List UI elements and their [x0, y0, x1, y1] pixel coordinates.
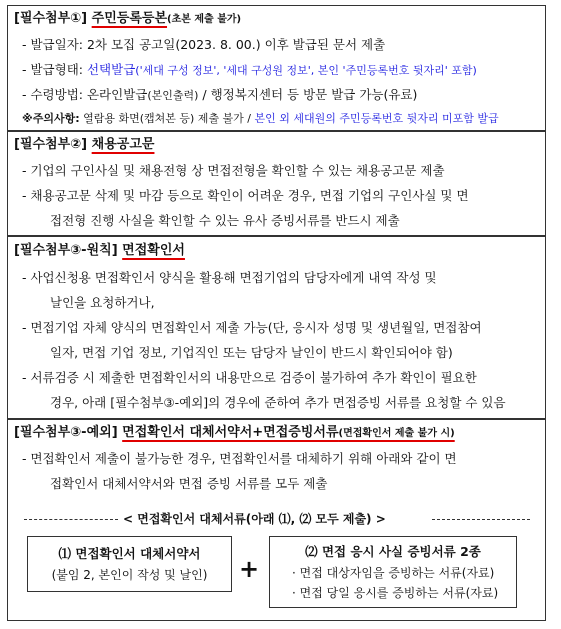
- evidence-docs-box: [269, 536, 517, 608]
- section-interview-confirmation: [7, 236, 546, 419]
- bullet-line-cont: 접확인서 대체서약서와 면접 증빙 서류를 모두 제출: [50, 476, 328, 491]
- evidence-item: · 면접 당일 응시를 증빙하는 서류(자료): [292, 586, 499, 600]
- substitute-docs-heading: < 면접확인서 대체서류(아래 ⑴, ⑵ 모두 제출) >: [123, 512, 386, 526]
- evidence-item: · 면접 대상자임을 증빙하는 서류(자료): [292, 566, 495, 580]
- bullet-line-cont: 접전형 진행 사실을 확인할 수 있는 유사 증빙서류를 반드시 제출: [50, 213, 400, 228]
- divider: [432, 519, 530, 521]
- section-resident-registration: [7, 5, 546, 131]
- substitute-pledge-box: [27, 536, 232, 592]
- bullet-line-cont: 날인을 요청하거나,: [50, 295, 155, 310]
- bullet-line: - 사업신청용 면접확인서 양식을 활용해 면접기업의 담당자에게 내역 작성 및: [22, 270, 437, 285]
- section-title: [14, 10, 241, 29]
- issue-date-line: - 발급일자: 2차 모집 공고일(2023. 8. 00.) 이후 발급된 문서 제출: [22, 37, 386, 52]
- title-note: (면접확인서 제출 불가 시): [338, 428, 455, 439]
- plus-sign: +: [239, 555, 260, 583]
- bullet-line: - 채용공고문 삭제 및 마감 등으로 확인이 어려운 경우, 면접 기업의 구인사실 및 면: [22, 188, 469, 203]
- issue-type-line: - 발급형태: 선택발급('세대 구성 정보', '세대 구성원 정보', 본인 '주민등록번호 뒷자리' 포함): [22, 62, 477, 77]
- box-title: ⑵ 면접 응시 사실 증빙서류 2종: [305, 544, 481, 559]
- section-job-posting: [7, 131, 546, 236]
- title-note: (초본 제출 불가): [167, 14, 242, 25]
- document-name: 주민등록등본: [91, 11, 168, 26]
- document-name: 면접확인서: [122, 243, 185, 258]
- attachment-prefix: [필수첨부③-예외]: [14, 425, 118, 440]
- bullet-line: - 면접확인서 제출이 불가능한 경우, 면접확인서를 대체하기 위해 아래와 같이 면: [22, 451, 457, 466]
- attachment-prefix: [필수첨부①]: [14, 11, 88, 26]
- section-title: [14, 424, 455, 443]
- divider: [24, 519, 118, 521]
- box-title: ⑴ 면접확인서 대체서약서: [58, 546, 201, 561]
- bullet-line-cont: 경우, 아래 [필수첨부③-예외]의 경우에 준하여 추가 면접증빙 서류를 요청할 수 있음: [50, 395, 506, 410]
- attachment-prefix: [필수첨부③-원칙]: [14, 243, 118, 258]
- caution-line: ※주의사항: 열람용 화면(캡쳐본 등) 제출 불가 / 본인 외 세대원의 주민등록번호 뒷자리 미포함 발급: [22, 112, 499, 125]
- bullet-line: - 기업의 구인사실 및 채용전형 상 면접전형을 확인할 수 있는 채용공고문 제출: [22, 163, 445, 178]
- document-name: 면접확인서 대체서약서+면접증빙서류(면접확인서 제출 불가 시): [122, 425, 455, 440]
- section-title: [14, 136, 154, 154]
- bullet-line: - 면접기업 자체 양식의 면접확인서 제출 가능(단, 응시자 성명 및 생년월일, 면접참여: [22, 320, 482, 335]
- receipt-method-line: - 수령방법: 온라인발급(본인출력) / 행정복지센터 등 방문 발급 가능(유료): [22, 87, 418, 102]
- box-subtitle: (붙임 2, 본인이 작성 및 날인): [51, 568, 208, 582]
- section-title: [14, 242, 185, 260]
- document-name: 채용공고문: [91, 137, 155, 152]
- bullet-line: - 서류검증 시 제출한 면접확인서의 내용만으로 검증이 불가하여 추가 확인이 필요한: [22, 370, 477, 385]
- bullet-line-cont: 일자, 면접 기업 정보, 기업직인 또는 담당자 날인이 반드시 확인되어야 함): [50, 345, 453, 360]
- attachment-prefix: [필수첨부②]: [14, 137, 88, 152]
